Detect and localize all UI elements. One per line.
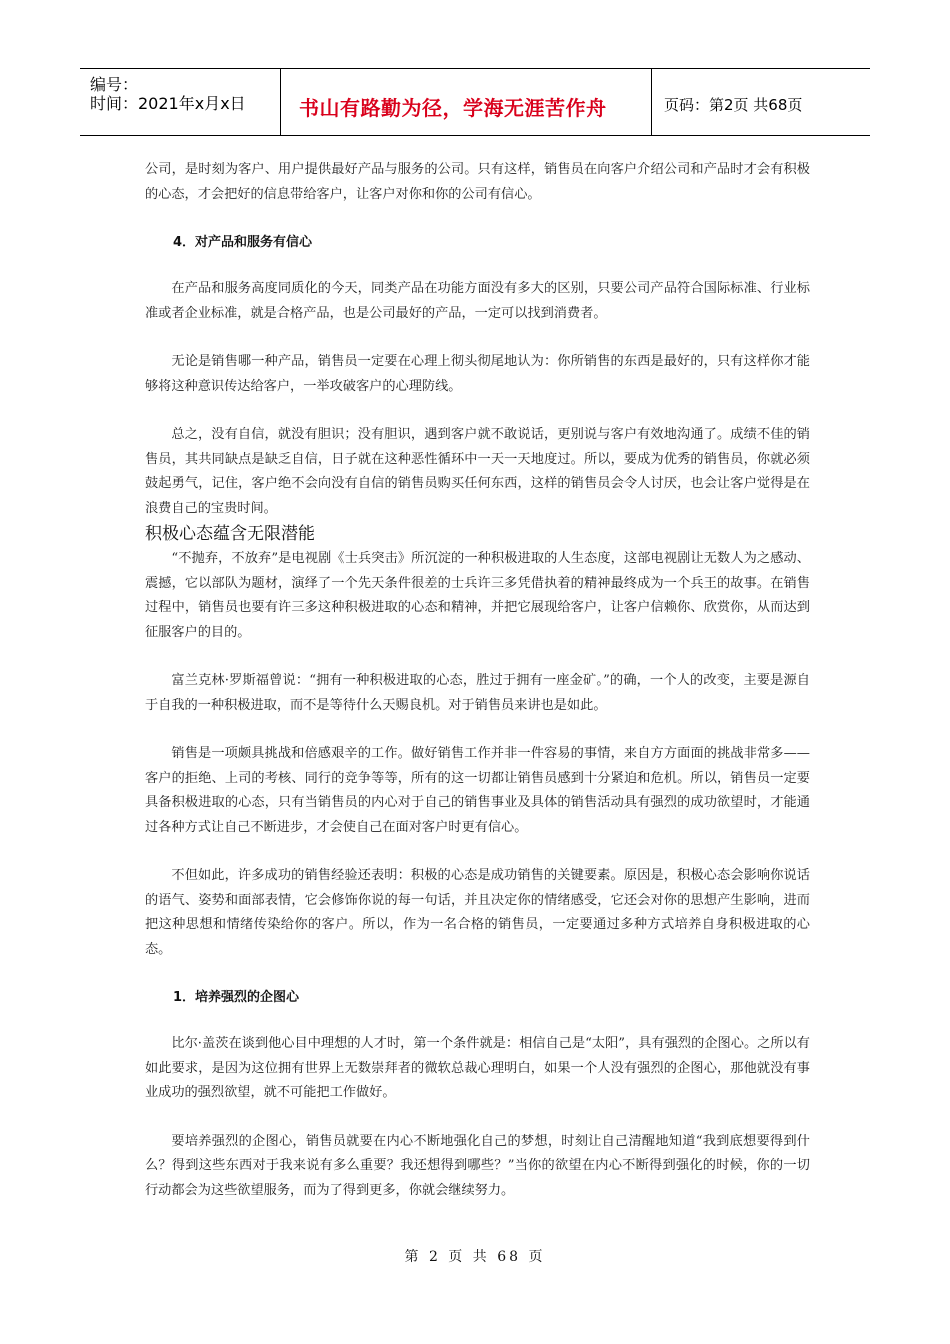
subheading: 1．培养强烈的企图心 — [173, 990, 300, 1005]
header-page-cell — [652, 69, 870, 135]
header-motto: 书山有路勤为径，学海无涯苦作舟 — [299, 96, 607, 120]
paragraph: 要培养强烈的企图心，销售员就要在内心不断地强化自己的梦想，时刻让自己清醒地知道“我到底想要得到什么？得到这些东西对于我来说有多么重要？我还想得到哪些？”当你的欲望在内心不断得到强化的时候，你的一切行动都会为这些欲望服务，而为了得到更多，你就会继续努力。 — [145, 1133, 810, 1198]
paragraph: 比尔·盖茨在谈到他心目中理想的人才时，第一个条件就是：相信自己是“太阳”，具有强烈的企图心。之所以有如此要求，是因为这位拥有世界上无数崇拜者的微软总裁心理明白，如果一个人没有强烈的企图心，那他就没有事业成功的强烈欲望，就不可能把工作做好。 — [145, 1036, 810, 1100]
paragraph: 富兰克林·罗斯福曾说：“拥有一种积极进取的心态，胜过于拥有一座金矿。”的确，一个人的改变，主要是源自于自我的一种积极进取，而不是等待什么天赐良机。对于销售员来讲也是如此。 — [145, 673, 810, 713]
header-motto-cell — [280, 69, 652, 135]
document-date-label: 时间：2021年x月x日 — [90, 94, 246, 113]
document-number-label: 编号： — [90, 75, 139, 94]
paragraph: 公司，是时刻为客户、用户提供最好产品与服务的公司。只有这样，销售员在向客户介绍公司和产品时才会有积极的心态，才会把好的信息带给客户，让客户对你和你的公司有信心。 — [145, 162, 810, 202]
paragraph: 总之，没有自信，就没有胆识；没有胆识，遇到客户就不敢说话，更别说与客户有效地沟通了。成绩不佳的销售员，其共同缺点是缺乏自信，日子就在这种恶性循环中一天一天地度过。所以，要成为优秀的销售员，你就必须鼓起勇气，记住，客户绝不会向没有自信的销售员购买任何东西，这样的销售员会令人讨厌，也会让客户觉得是在浪费自己的宝贵时间。 — [145, 427, 810, 516]
document-body — [145, 158, 810, 1227]
paragraph: 无论是销售哪一种产品，销售员一定要在心理上彻头彻尾地认为：你所销售的东西是最好的，只有这样你才能够将这种意识传达给客户，一举攻破客户的心理防线。 — [145, 354, 810, 394]
paragraph: 在产品和服务高度同质化的今天，同类产品在功能方面没有多大的区别，只要公司产品符合国际标准、行业标准或者企业标准，就是合格产品，也是公司最好的产品，一定可以找到消费者。 — [145, 281, 810, 321]
page-footer: 第 2 页 共 68 页 — [404, 1249, 546, 1265]
header-meta-cell — [80, 69, 280, 135]
paragraph: 销售是一项颇具挑战和倍感艰辛的工作。做好销售工作并非一件容易的事情，来自方方面面的挑战非常多——客户的拒绝、上司的考核、同行的竞争等等，所有的这一切都让销售员感到十分紧迫和危机。所以，销售员一定要具备积极进取的心态，只有当销售员的内心对于自己的销售事业及具体的销售活动具有强烈的成功欲望时，才能通过各种方式让自己不断进步，才会使自己在面对客户时更有信心。 — [145, 746, 810, 835]
page-header — [80, 68, 870, 136]
paragraph: 不但如此，许多成功的销售经验还表明：积极的心态是成功销售的关键要素。原因是，积极心态会影响你说话的语气、姿势和面部表情，它会修饰你说的每一句话，并且决定你的情绪感受，它还会对你的思想产生影响，进而把这种思想和情绪传染给你的客户。所以，作为一名合格的销售员，一定要通过多种方式培养自身积极进取的心态。 — [145, 868, 810, 957]
section-title: 积极心态蕴含无限潜能 — [145, 524, 315, 544]
header-page-code: 页码：第2页 共68页 — [664, 96, 803, 114]
subheading: 4．对产品和服务有信心 — [173, 235, 313, 250]
paragraph: “不抛弃，不放弃”是电视剧《士兵突击》所沉淀的一种积极进取的人生态度，这部电视剧让无数人为之感动、震撼，它以部队为题材，演绎了一个先天条件很差的士兵许三多凭借执着的精神最终成为一个兵王的故事。在销售过程中，销售员也要有许三多这种积极进取的心态和精神，并把它展现给客户，让客户信赖你、欣赏你，从而达到征服客户的目的。 — [145, 551, 810, 640]
